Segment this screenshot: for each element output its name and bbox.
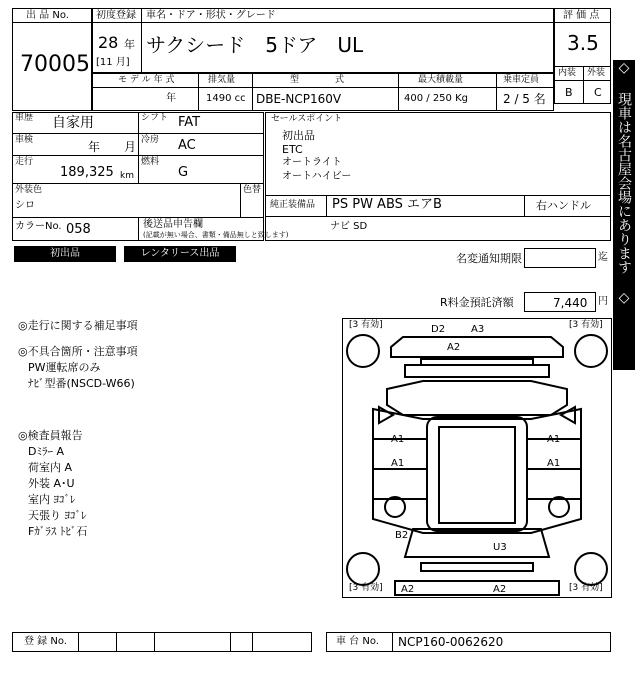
tire-br: [3 有効] [569,583,603,593]
inspector-item: Fｶﾞﾗｽ ﾄﾋﾞ石 [28,525,88,538]
inspection-month: 月 [124,140,137,154]
after-label: 後送品申告欄 [143,219,203,230]
first-reg-label: 初度登録 [96,10,136,21]
score-value: 3.5 [567,31,599,55]
chassis-label: 車 台 No. [336,636,379,647]
inspector-item: 外装 A･U [28,477,75,490]
history: 自家用 [52,115,94,131]
color-no-label: カラーNo. [15,221,62,232]
load-label: 最大積載量 [418,75,464,85]
history-label: 車歴 [15,113,34,123]
color-change-label: 色替 [243,185,262,195]
lot-number: 70005 [20,52,90,77]
mark-a1-left-1: A1 [391,434,405,445]
inspector-item: 天張り ﾖｺﾞﾚ [28,509,87,522]
mark-u3: U3 [493,542,507,553]
notes-section [18,318,318,334]
after-note: (記載が無い場合、書類・備品無しと致します) [143,231,289,239]
model-year-unit: 年 [166,93,176,104]
inspector-title: ◎検査員報告 [18,429,83,442]
location-banner [613,60,635,370]
navi: ナビ SD [330,221,368,232]
interior-grade: B [565,86,573,99]
sales-point-3: オートライト [282,157,342,168]
reg-month: [11 月] [96,57,130,68]
defect-item: ﾅﾋﾞ型番(NSCD-W66) [28,377,135,390]
capacity: 2 / 5 名 [503,92,546,106]
shift-label: シフト [141,113,169,123]
sales-label: セールスポイント [271,114,343,124]
chassis-number: NCP160-0062620 [398,635,504,649]
max-load: 400 / 250 Kg [404,93,468,104]
lot-label: 出 品 No. [26,10,69,21]
tire-tr: [3 有効] [569,320,603,330]
recycle-value: 7,440 [553,296,588,310]
color-no: 058 [66,222,91,237]
year-unit: 年 [124,38,135,51]
score-label: 評 価 点 [563,10,600,21]
sales-point-4: オートハイビー [282,171,352,182]
fuel-label: 燃料 [141,157,160,167]
car-outline [343,319,611,597]
mark-a1-left-2: A1 [391,458,405,469]
sales-point-1: 初出品 [282,129,315,142]
inspector-section [18,428,318,540]
mark-a1-right-2: A1 [547,458,561,469]
shift: FAT [178,115,201,130]
recycle-label: R料金預託済額 [440,296,514,309]
defects-title: ◎不具合箇所・注意事項 [18,345,138,358]
exterior-grade: C [594,86,602,99]
model-year-label: モ デ ル 年 式 [118,75,175,85]
ext-color: シロ [15,200,35,211]
recycle-unit: 円 [598,296,608,307]
exterior-label: 外装 [587,68,606,78]
deadline-label: 名変通知期限 [456,252,522,265]
driving-title: ◎走行に関する補足事項 [18,319,138,332]
ac-label: 冷房 [141,135,160,145]
car-name: サクシード 5ドア UL [146,33,364,57]
reg-no-label: 登 録 No. [24,636,67,647]
fuel: G [178,165,189,180]
displacement-label: 排気量 [208,75,236,85]
mark-a2-rear-center: A2 [493,584,507,595]
mark-a3: A3 [471,324,485,335]
car-diagram [342,318,612,598]
inspector-item: 荷室内 A [28,461,73,474]
displacement: 1490 cc [206,93,246,104]
mark-b2: B2 [395,530,409,541]
defect-item: PW運転席のみ [28,361,101,374]
interior-label: 内装 [558,68,577,78]
inspection-year: 年 [88,140,101,154]
tire-tl: [3 有効] [349,320,383,330]
inspector-item: 室内 ﾖｺﾞﾚ [28,493,76,506]
mileage: 189,325 [60,165,114,180]
equipment: PS PW ABS エアB [332,197,442,212]
mileage-label: 走行 [15,157,34,167]
ext-color-label: 外装色 [15,185,43,195]
tire-bl: [3 有効] [349,583,383,593]
inspector-item: Dﾐﾗｰ A [28,445,64,458]
car-name-label: 車名・ドア・形状・グレード [146,10,276,21]
steering: 右ハンドル [536,199,591,212]
era-year: 28 [98,33,119,52]
equip-label: 純正装備品 [270,200,316,210]
model-type: DBE-NCP160V [256,92,342,106]
tag-rental-lease: レンタリース出品 [124,246,236,262]
mark-a2-rear-left: A2 [401,584,415,595]
deadline-unit: 迄 [598,252,608,263]
capacity-label: 乗車定員 [503,75,540,85]
mark-a2-front: A2 [447,342,461,353]
mileage-unit: km [120,171,134,181]
mark-a1-right-1: A1 [547,434,561,445]
mark-d2: D2 [431,324,446,335]
sales-point-2: ETC [282,143,303,156]
type-label: 型 式 [290,75,345,85]
deadline-box [524,248,596,268]
defects-section [18,344,318,392]
inspection-label: 車検 [15,135,34,145]
tag-first-listing: 初出品 [14,246,116,262]
location-banner-text: ◇ 現車は名古屋会場にあります ◇ [616,60,632,306]
ac: AC [178,138,196,153]
